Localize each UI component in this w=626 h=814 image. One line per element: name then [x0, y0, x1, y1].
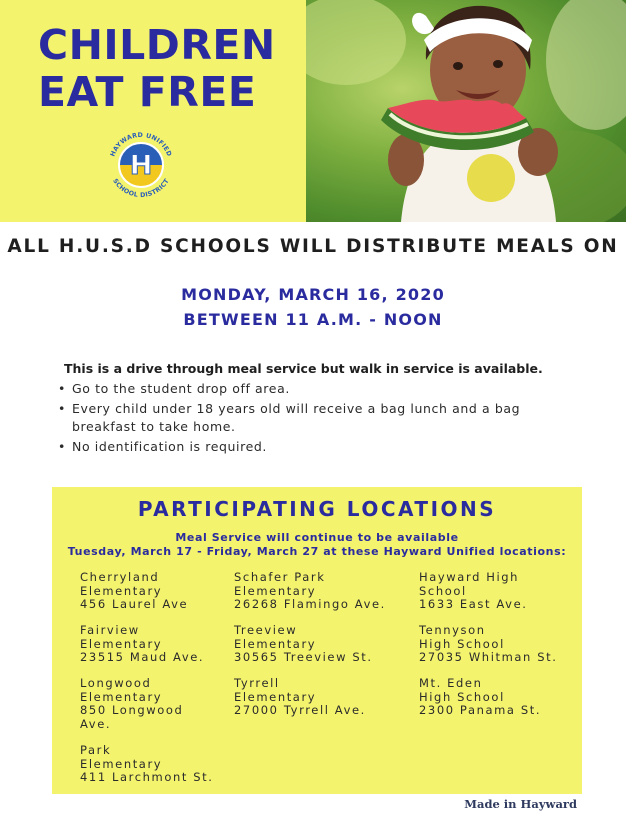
- location-longwood: [80, 677, 250, 731]
- bullet-item: • Go to the student drop off area.: [56, 380, 556, 398]
- location-address-cont: Ave.: [80, 716, 112, 731]
- logo-letter: H: [129, 150, 153, 181]
- service-intro: This is a drive through meal service but walk in service is available.: [64, 361, 543, 376]
- hero-left-panel: [0, 0, 306, 222]
- event-time: BETWEEN 11 A.M. - NOON: [183, 310, 443, 329]
- footer-credit: Made in Hayward: [464, 797, 577, 811]
- location-treeview: [234, 624, 404, 665]
- location-name: Hayward High: [419, 570, 520, 584]
- location-address: 27035 Whitman St.: [419, 650, 558, 664]
- location-address: 411 Larchmont St.: [80, 770, 214, 784]
- location-park: [80, 744, 250, 785]
- event-date: MONDAY, MARCH 16, 2020: [181, 285, 445, 304]
- logo-bottom-text: SCHOOL DISTRICT: [111, 177, 171, 200]
- location-type: High School: [419, 689, 505, 704]
- location-type: Elementary: [80, 756, 163, 771]
- location-type: Elementary: [80, 583, 163, 598]
- location-tyrrell: [234, 677, 404, 718]
- location-type: High School: [419, 636, 505, 651]
- locations-subtitle-1: Meal Service will continue to be available: [175, 531, 459, 544]
- location-name: Longwood: [80, 676, 152, 690]
- headline-line-1: CHILDREN: [38, 21, 276, 69]
- location-address: 850 Longwood: [80, 703, 184, 717]
- location-name: Tyrrell: [234, 676, 280, 690]
- locations-title: PARTICIPATING LOCATIONS: [137, 497, 497, 521]
- location-name: Mt. Eden: [419, 676, 483, 690]
- location-address: 1633 East Ave.: [419, 597, 528, 611]
- bullet-item: • Every child under 18 years old will receive a bag lunch and a bag breakfast to take home.: [56, 400, 556, 436]
- hayward-unified-logo: [103, 127, 179, 203]
- logo-top-text: HAYWARD UNIFIED: [109, 131, 173, 158]
- location-name: Park: [80, 743, 112, 757]
- location-address: 27000 Tyrrell Ave.: [234, 703, 366, 717]
- service-bullets: [56, 380, 556, 458]
- location-address: 2300 Panama St.: [419, 703, 542, 717]
- location-schafer-park: [234, 571, 404, 612]
- child-eating-watermelon-photo: [306, 0, 626, 222]
- location-name: Tennyson: [419, 623, 486, 637]
- location-fairview: [80, 624, 250, 665]
- location-type: Elementary: [80, 636, 163, 651]
- location-name: Cherryland: [80, 570, 160, 584]
- location-address: 23515 Maud Ave.: [80, 650, 205, 664]
- location-type: Elementary: [80, 689, 163, 704]
- headline-line-2: EAT FREE: [38, 68, 257, 116]
- locations-panel: [52, 487, 582, 794]
- locations-subtitle-2: Tuesday, March 17 - Friday, March 27 at these Hayward Unified locations:: [67, 545, 567, 558]
- location-hayward-high: [419, 571, 589, 612]
- location-name: Treeview: [234, 623, 298, 637]
- location-address: 26268 Flamingo Ave.: [234, 597, 386, 611]
- location-type: Elementary: [234, 583, 317, 598]
- location-type: Elementary: [234, 636, 317, 651]
- location-name: Schafer Park: [234, 570, 326, 584]
- location-address: 30565 Treeview St.: [234, 650, 373, 664]
- location-cherryland: [80, 571, 250, 612]
- location-type: Elementary: [234, 689, 317, 704]
- location-type: School: [419, 583, 467, 598]
- location-tennyson: [419, 624, 589, 665]
- announcement: ALL H.U.S.D SCHOOLS WILL DISTRIBUTE MEALS ON: [7, 236, 619, 257]
- bullet-item: • No identification is required.: [56, 438, 556, 456]
- location-name: Fairview: [80, 623, 140, 637]
- headline: [38, 22, 276, 116]
- location-mt-eden: [419, 677, 589, 718]
- location-address: 456 Laurel Ave: [80, 597, 189, 611]
